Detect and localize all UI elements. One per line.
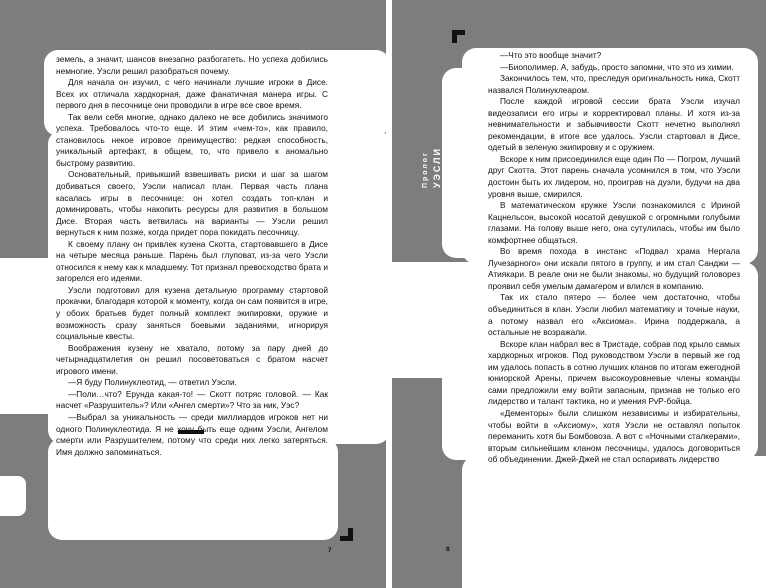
paragraph: «Дементоры» были слишком независимы и избирательны, чтобы войти в «Аксиому», хотя Уэсли не оставлял попыток переманить хотя бы Бомбовоза. А вот с «Ночными сталкерами», вторым сильнейшим кланом песочницы, удалось договориться об объединении. Джей-Джей не стал оспаривать лидерство <box>488 407 740 465</box>
paragraph: Во время похода в инстанс «Подвал храма Нергала Лучезарного» они искали пятого в группу, и им стал Санджи — Атиякари. В реале они не были знакомы, но будущий головорез проявил себя умелым дамагером и влился в компанию. <box>488 246 740 291</box>
paragraph: земель, а значит, шансов внезапно разбогатеть. Но успеха добились немногие. Уэсли решил разобраться почему. <box>56 54 328 76</box>
paragraph: —Поли…что? Ерунда какая-то! — Скотт потряс головой. — Как насчет «Разрушитель»? Или «Ангел смерти»? Что за ник, Уэс? <box>56 388 328 411</box>
page-number: 7 <box>328 547 332 554</box>
paragraph: —Выбрал за уникальность — среди миллиардов игроков нет ни одного Полинуклеотида. Я не хочу быть еще одним Уэсли, Ангелом смерти или Разрушителем, потому что среди них легко затеряться. Имя должно запоминаться. <box>56 411 328 457</box>
header-prologue: Пролог <box>422 151 429 188</box>
paragraph: —Биополимер. А, забудь, просто запомни, что это из химии. <box>500 61 734 72</box>
paragraph: Уэсли подготовил для кузена детальную программу стартовой прокачки, благодаря которой к моменту, когда он сам появится в игре, у обоих братьев будет полный комплект экипировки, оружие и возможность сразу заняться боевыми заданиями, игнорируя социальные квесты. <box>56 284 328 342</box>
paragraph: —Я буду Полинуклеотид, — ответил Уэсли. <box>68 377 237 388</box>
paragraph: Так вели себя многие, однако далеко не все добились значимого успеха. Требовалось что-то еще. И этим «чем-то», как правило, становилось некое игровое преимущество: редкая способность, уникальный артефакт, в общем, то, что привело к аномально быстрому развитию. <box>56 111 328 168</box>
left-body-text <box>56 54 328 458</box>
paragraph: Закончилось тем, что, преследуя оригинальность ника, Скотт назвался Полинуклеаром. <box>488 73 740 95</box>
right-page <box>392 0 766 588</box>
margin-shape-left-bottom <box>0 476 26 516</box>
paragraph: —Что это вообще значит? <box>500 50 602 60</box>
paragraph: К своему плану он привлек кузена Скотта, стартовавшего в Дисе на четыре месяца раньше. Парень был глуповат, из-за чего Уэсли относился к нему как к младшему. Тот признал превосходство брата и загорелся его идеями. <box>56 238 328 284</box>
paragraph: Для начала он изучил, с чего начинали лучшие игроки в Дисе. Всех их отличала хардкорная, даже фанатичная манера игры. С первого дня в песочнице они проводили в игре все свое время. <box>56 77 328 111</box>
paragraph: После каждой игровой сессии брата Уэсли изучал видеозаписи его игры и корректировал планы. И хотя из-за невнимательности и забывчивости Скотт нечетно выполнял рекомендации, в итоге все удалось. Уэсли стартовал в Дисе, одетый в зеленую экипировку и с оружием. <box>488 96 740 153</box>
paragraph: Так их стало пятеро — более чем достаточно, чтобы объединиться в клан. Уэсли любил математику и точные науки, а потому назвал его «Аксиома». Ирина поддержала, а остальные не возражали. <box>488 292 740 338</box>
paragraph: Основательный, привыкший взвешивать риски и шаг за шагом добиваться своего, Уэсли написал план. Первая часть плана касалась игры в песочнице: он хотел создать топ-клан и доминировать, чтобы накопить ресурсы для развития в большом Дисе. Вторая часть ветвилась на варианты — Уэсли решил вернуться к ним позже, когда придет пора покидать песочницу. <box>56 169 328 238</box>
header-name: УЭСЛИ <box>432 147 442 188</box>
page-number: 8 <box>446 546 450 553</box>
paragraph: Вскоре клан набрал вес в Тристаде, собрав под крыло самых хардкорных игроков. Под руководством Уэсли в первый же год им удалось попасть в сотню лучших кланов по итогам ежегодной юниорской Арены, причем высокоуровневые члены команды сами предложили ему войти запасным, признав не только его лидерство и талант тактика, но и умения PvP-бойца. <box>488 338 740 407</box>
corner-mark-icon <box>340 528 354 542</box>
right-body-text <box>488 50 740 466</box>
paragraph: В математическом кружке Уэсли познакомился с Ириной Кацнельсон, высокой носатой девушкой с огромными голубыми глазами. На голову выше него, она сутулилась, чтобы им было комфортнее общаться. <box>488 200 740 245</box>
paragraph: Воображения кузену не хватало, потому за пару дней до четырнадцатилетия он решил посоветоваться с братом насчет игрового имени. <box>56 342 328 376</box>
margin-shape-left <box>0 258 60 414</box>
corner-mark-icon <box>452 30 466 44</box>
paragraph: Вскоре к ним присоединился еще один По — Погром, лучший друг Скотта. Этот парень сначала усомнился в том, что Уэсли достоин быть их лидером, но, проиграв на дуэли, будучи на два уровня выше, смирился. <box>488 153 740 199</box>
text-shape-bottom <box>462 456 766 588</box>
chapter-header <box>420 108 460 228</box>
